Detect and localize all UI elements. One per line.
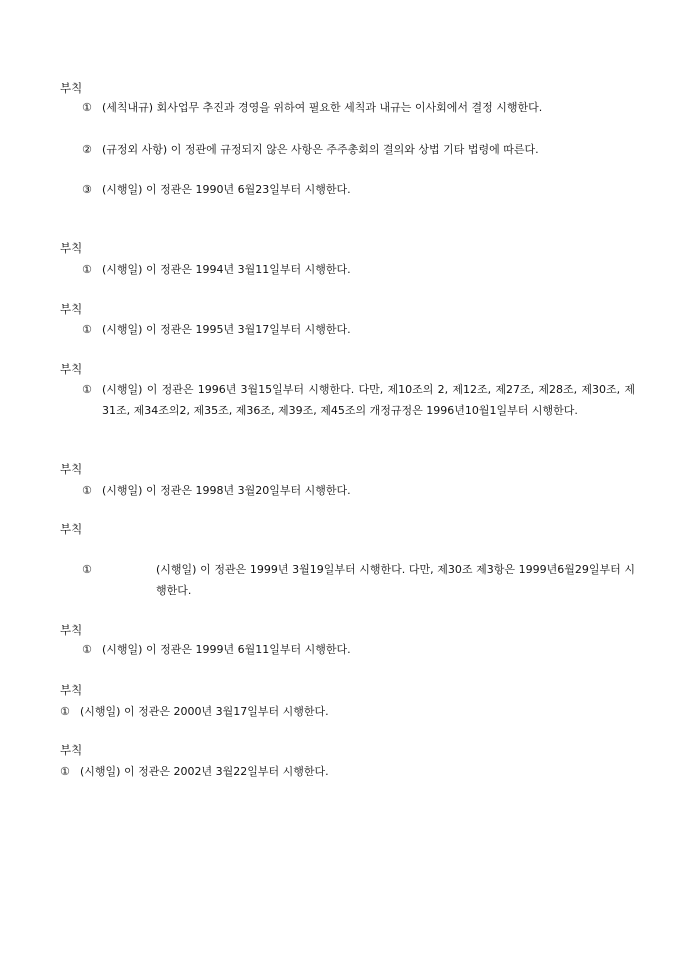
addendum-item <box>60 761 635 782</box>
item-number: ③ <box>82 183 92 196</box>
item-text: (시행일) 이 정관은 1994년 3월11일부터 시행한다. <box>102 263 351 276</box>
item-text: (시행일) 이 정관은 2000년 3월17일부터 시행한다. <box>80 705 329 718</box>
addendum-heading: 부칙 <box>60 743 83 757</box>
item-number: ① <box>60 705 70 718</box>
item-number: ① <box>82 563 92 576</box>
item-text: (세칙내규) 회사업무 추진과 경영을 위하여 필요한 세칙과 내규는 이사회에서 결정 시행한다. <box>102 101 543 114</box>
addendum-heading: 부칙 <box>60 683 83 697</box>
addendum-item <box>82 559 635 601</box>
addendum-item <box>82 319 635 340</box>
item-number: ① <box>82 323 92 336</box>
addendum-item <box>82 179 635 200</box>
item-number: ① <box>60 765 70 778</box>
addendum-heading: 부칙 <box>60 623 83 637</box>
addendum-item <box>60 701 635 722</box>
addendum-heading: 부칙 <box>60 362 83 376</box>
item-number: ① <box>82 484 92 497</box>
item-text: (시행일) 이 정관은 1999년 3월19일부터 시행한다. 다만, 제30조 제3항은 1999년6월29일부터 시행한다. <box>156 563 635 597</box>
item-number: ① <box>82 263 92 276</box>
item-text: (시행일) 이 정관은 1998년 3월20일부터 시행한다. <box>102 484 351 497</box>
addendum-item <box>82 139 635 160</box>
item-number: ① <box>82 101 92 114</box>
addendum-heading: 부칙 <box>60 302 83 316</box>
item-text: (시행일) 이 정관은 2002년 3월22일부터 시행한다. <box>80 765 329 778</box>
item-text: (시행일) 이 정관은 1996년 3월15일부터 시행한다. 다만, 제10조의 2, 제12조, 제27조, 제28조, 제30조, 제31조, 제34조의2, 제35조, 제36조, 제39조, 제45조의 개정규정은 1996년10월1일부터 시행한다. <box>102 383 635 417</box>
addendum-item <box>82 97 635 118</box>
item-text: (규정외 사항) 이 정관에 규정되지 않은 사항은 주주총회의 결의와 상법 기타 법령에 따른다. <box>102 143 539 156</box>
item-number: ① <box>82 383 92 396</box>
addendum-item <box>82 639 635 660</box>
addendum-heading: 부칙 <box>60 241 83 255</box>
item-number: ① <box>82 643 92 656</box>
addendum-heading: 부칙 <box>60 522 83 536</box>
item-text: (시행일) 이 정관은 1995년 3월17일부터 시행한다. <box>102 323 351 336</box>
addendum-item <box>82 480 635 501</box>
addendum-heading: 부칙 <box>60 81 83 95</box>
item-text: (시행일) 이 정관은 1990년 6월23일부터 시행한다. <box>102 183 351 196</box>
item-text: (시행일) 이 정관은 1999년 6월11일부터 시행한다. <box>102 643 351 656</box>
addendum-item <box>82 259 635 280</box>
addendum-heading: 부칙 <box>60 462 83 476</box>
addendum-item <box>82 379 635 421</box>
item-number: ② <box>82 143 92 156</box>
